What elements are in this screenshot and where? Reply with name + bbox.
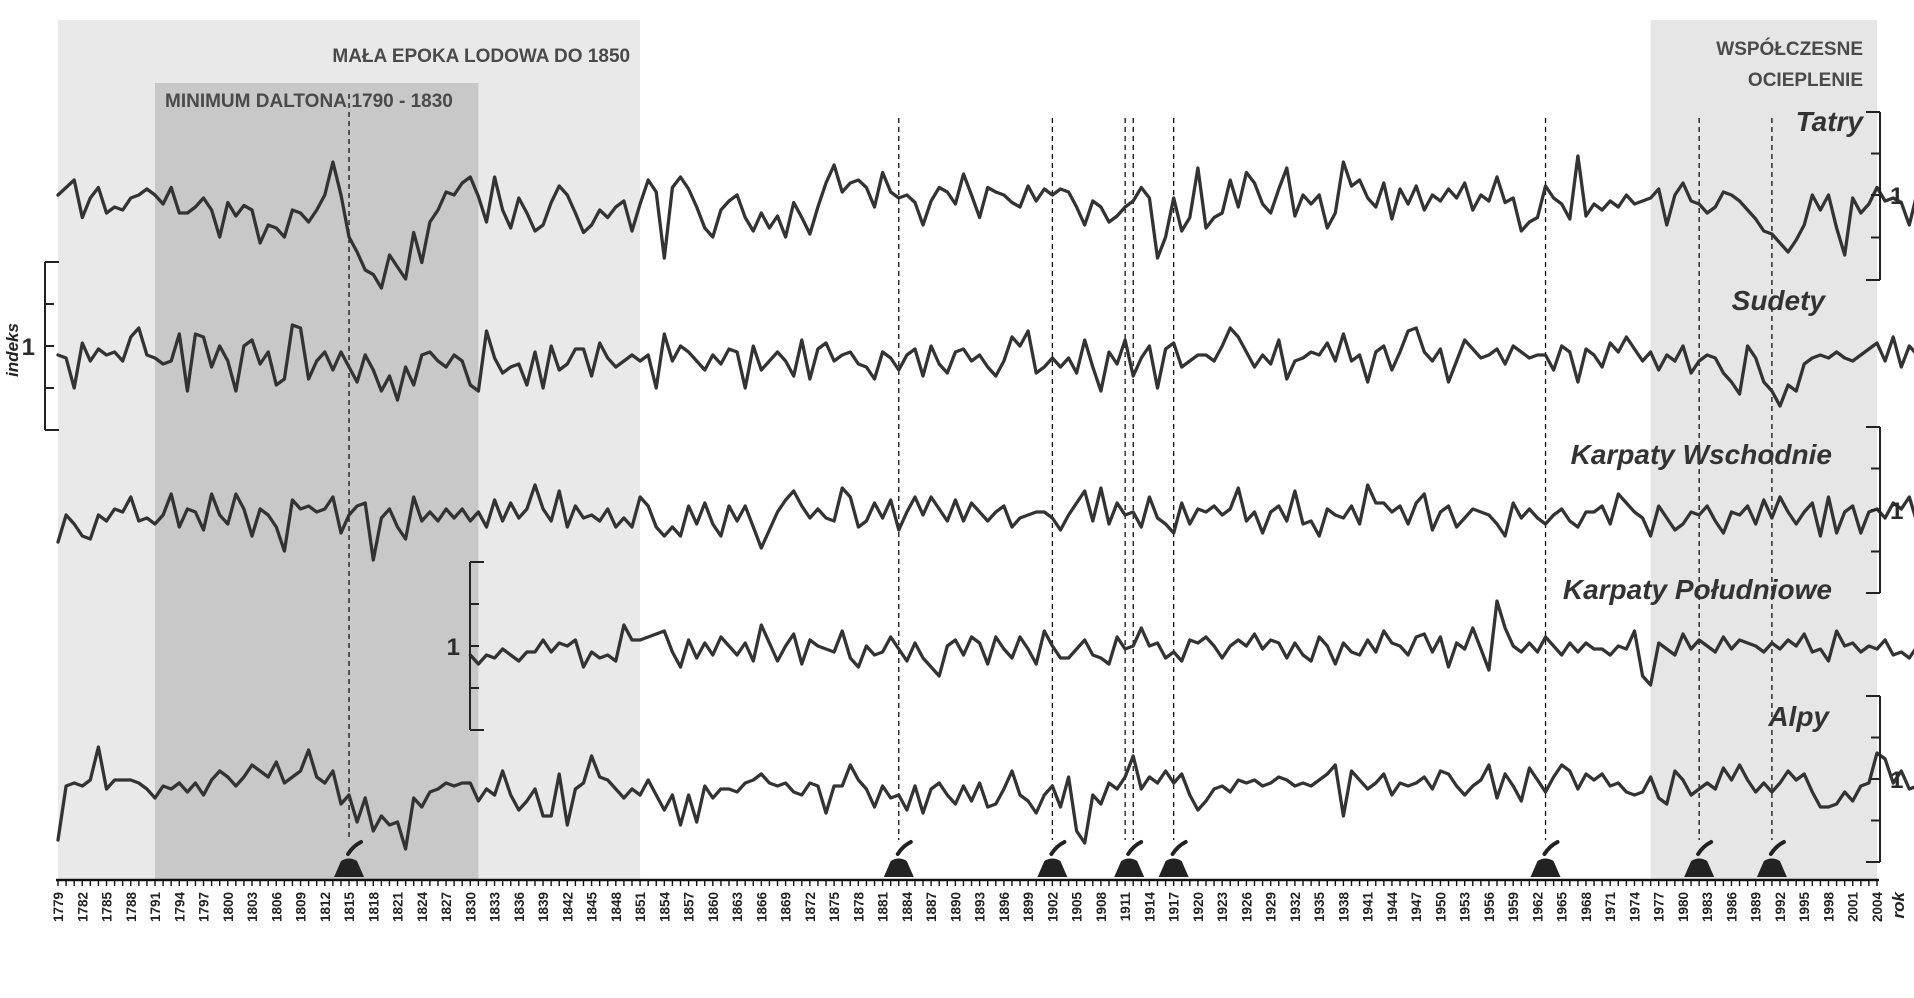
volcano-cone-2: [1037, 859, 1067, 878]
x-tick-label-1935: 1935: [1312, 892, 1328, 923]
x-tick-label-1827: 1827: [439, 892, 455, 923]
little-ice-age-label: MAŁA EPOKA LODOWA DO 1850: [332, 46, 631, 67]
volcano-cone-1: [884, 859, 914, 878]
volcano-plume-5: [1545, 842, 1558, 854]
x-tick-label-1833: 1833: [487, 892, 503, 923]
x-tick-label-1872: 1872: [802, 892, 818, 923]
region-label-1: Sudety: [1731, 285, 1825, 316]
x-tick-label-1914: 1914: [1142, 892, 1158, 923]
volcano-cone-4: [1159, 859, 1189, 878]
x-tick-label-1977: 1977: [1651, 892, 1667, 923]
scale-bar-sudety-one-label: 1: [21, 334, 35, 361]
x-tick-label-1995: 1995: [1797, 892, 1813, 923]
x-tick-label-1845: 1845: [584, 892, 600, 923]
x-tick-label-1896: 1896: [996, 892, 1012, 923]
x-tick-label-1947: 1947: [1409, 892, 1425, 923]
x-tick-label-1848: 1848: [608, 892, 624, 923]
x-tick-label-1911: 1911: [1118, 892, 1134, 922]
dalton-minimum-band: [155, 83, 478, 880]
x-tick-label-2004: 2004: [1870, 892, 1885, 923]
x-tick-label-1857: 1857: [681, 892, 697, 923]
x-tick-label-1974: 1974: [1627, 892, 1643, 923]
x-tick-label-1875: 1875: [827, 892, 843, 923]
scale-bar-karpaty-poludniowe-one-label: 1: [446, 634, 460, 661]
x-tick-label-1839: 1839: [536, 892, 552, 923]
x-tick-label-1878: 1878: [851, 892, 867, 923]
x-tick-label-1938: 1938: [1336, 892, 1352, 923]
x-tick-label-1800: 1800: [220, 892, 236, 923]
x-tick-label-1965: 1965: [1554, 892, 1570, 923]
x-tick-label-1944: 1944: [1384, 892, 1400, 923]
x-tick-label-1797: 1797: [196, 892, 212, 923]
x-tick-label-1929: 1929: [1263, 892, 1279, 923]
x-tick-label-1902: 1902: [1045, 892, 1061, 923]
x-axis-title: rok: [1889, 892, 1908, 919]
volcano-icon-2: [1037, 842, 1067, 877]
x-tick-label-1779: 1779: [51, 892, 66, 923]
region-label-3: Karpaty Południowe: [1562, 574, 1832, 605]
region-label-2: Karpaty Wschodnie: [1570, 439, 1832, 470]
modern-warming-label-line2: OCIEPLENIE: [1747, 70, 1863, 91]
x-tick-label-1971: 1971: [1603, 892, 1619, 923]
dalton-minimum-label: MINIMUM DALTONA 1790 - 1830: [165, 91, 453, 112]
x-tick-label-1959: 1959: [1506, 892, 1522, 923]
x-tick-label-1923: 1923: [1215, 892, 1231, 923]
x-tick-label-1890: 1890: [948, 892, 964, 923]
scale-bar-tatry-one-label: 1: [1890, 183, 1904, 210]
x-tick-label-1953: 1953: [1457, 892, 1473, 923]
x-tick-label-1866: 1866: [754, 892, 770, 923]
scale-bar-alpy-one-label: 1: [1890, 767, 1904, 794]
x-tick-label-1854: 1854: [657, 892, 673, 923]
x-tick-label-1887: 1887: [924, 892, 940, 923]
x-tick-label-1803: 1803: [245, 892, 261, 923]
x-tick-label-1884: 1884: [899, 892, 915, 923]
modern-warming-label-line1: WSPÓŁCZESNE: [1716, 39, 1863, 60]
x-tick-label-1806: 1806: [269, 892, 285, 923]
x-tick-label-1788: 1788: [123, 892, 139, 923]
x-tick-label-1815: 1815: [342, 892, 358, 923]
scale-bar-sudety: [22, 262, 59, 430]
volcano-cone-3: [1114, 859, 1144, 878]
x-tick-label-1989: 1989: [1748, 892, 1764, 923]
x-tick-label-1893: 1893: [972, 892, 988, 923]
x-tick-label-1956: 1956: [1481, 892, 1497, 923]
x-tick-label-1998: 1998: [1821, 892, 1837, 923]
region-label-4: Alpy: [1768, 701, 1829, 732]
x-tick-label-1782: 1782: [75, 892, 91, 923]
volcano-plume-2: [1051, 842, 1064, 854]
volcano-cone-5: [1531, 859, 1561, 878]
x-tick-label-1881: 1881: [875, 892, 891, 923]
volcano-icon-4: [1159, 842, 1189, 877]
volcano-icon-1: [884, 842, 914, 877]
x-tick-label-1968: 1968: [1578, 892, 1594, 923]
x-tick-label-1932: 1932: [1287, 892, 1303, 923]
x-tick-label-1842: 1842: [560, 892, 576, 923]
x-tick-label-1863: 1863: [730, 892, 746, 923]
y-axis-title: indeks: [3, 323, 22, 377]
x-tick-label-1980: 1980: [1675, 892, 1691, 923]
x-tick-label-1809: 1809: [293, 892, 309, 923]
x-tick-label-1920: 1920: [1190, 892, 1206, 923]
x-tick-label-1905: 1905: [1069, 892, 1085, 923]
x-tick-label-1908: 1908: [1093, 892, 1109, 923]
x-tick-label-1851: 1851: [633, 892, 649, 923]
x-tick-label-1818: 1818: [366, 892, 382, 923]
x-tick-label-1830: 1830: [463, 892, 479, 923]
x-tick-label-1986: 1986: [1724, 892, 1740, 923]
volcano-plume-4: [1173, 842, 1186, 854]
x-tick-label-1899: 1899: [1021, 892, 1037, 923]
x-tick-label-2001: 2001: [1845, 892, 1861, 923]
x-axis: [51, 880, 1908, 922]
volcano-plume-3: [1128, 842, 1141, 854]
scale-bar-karpaty-wschodnie-one-label: 1: [1890, 498, 1904, 525]
x-tick-label-1791: 1791: [148, 892, 164, 923]
x-tick-label-1941: 1941: [1360, 892, 1376, 923]
x-tick-label-1824: 1824: [414, 892, 430, 923]
x-tick-label-1794: 1794: [172, 892, 188, 923]
x-tick-label-1926: 1926: [1239, 892, 1255, 923]
x-tick-label-1917: 1917: [1166, 892, 1182, 923]
x-tick-label-1992: 1992: [1772, 892, 1788, 923]
x-tick-label-1983: 1983: [1700, 892, 1716, 923]
x-tick-label-1836: 1836: [511, 892, 527, 923]
x-tick-label-1812: 1812: [317, 892, 333, 923]
x-tick-label-1785: 1785: [99, 892, 115, 923]
x-tick-label-1860: 1860: [705, 892, 721, 923]
volcano-icon-3: [1114, 842, 1144, 877]
volcano-icon-5: [1531, 842, 1561, 877]
region-label-0: Tatry: [1795, 106, 1863, 137]
x-tick-label-1821: 1821: [390, 892, 406, 923]
x-tick-label-1962: 1962: [1530, 892, 1546, 923]
x-tick-label-1869: 1869: [778, 892, 794, 923]
volcano-plume-1: [898, 842, 911, 854]
x-tick-label-1950: 1950: [1433, 892, 1449, 923]
